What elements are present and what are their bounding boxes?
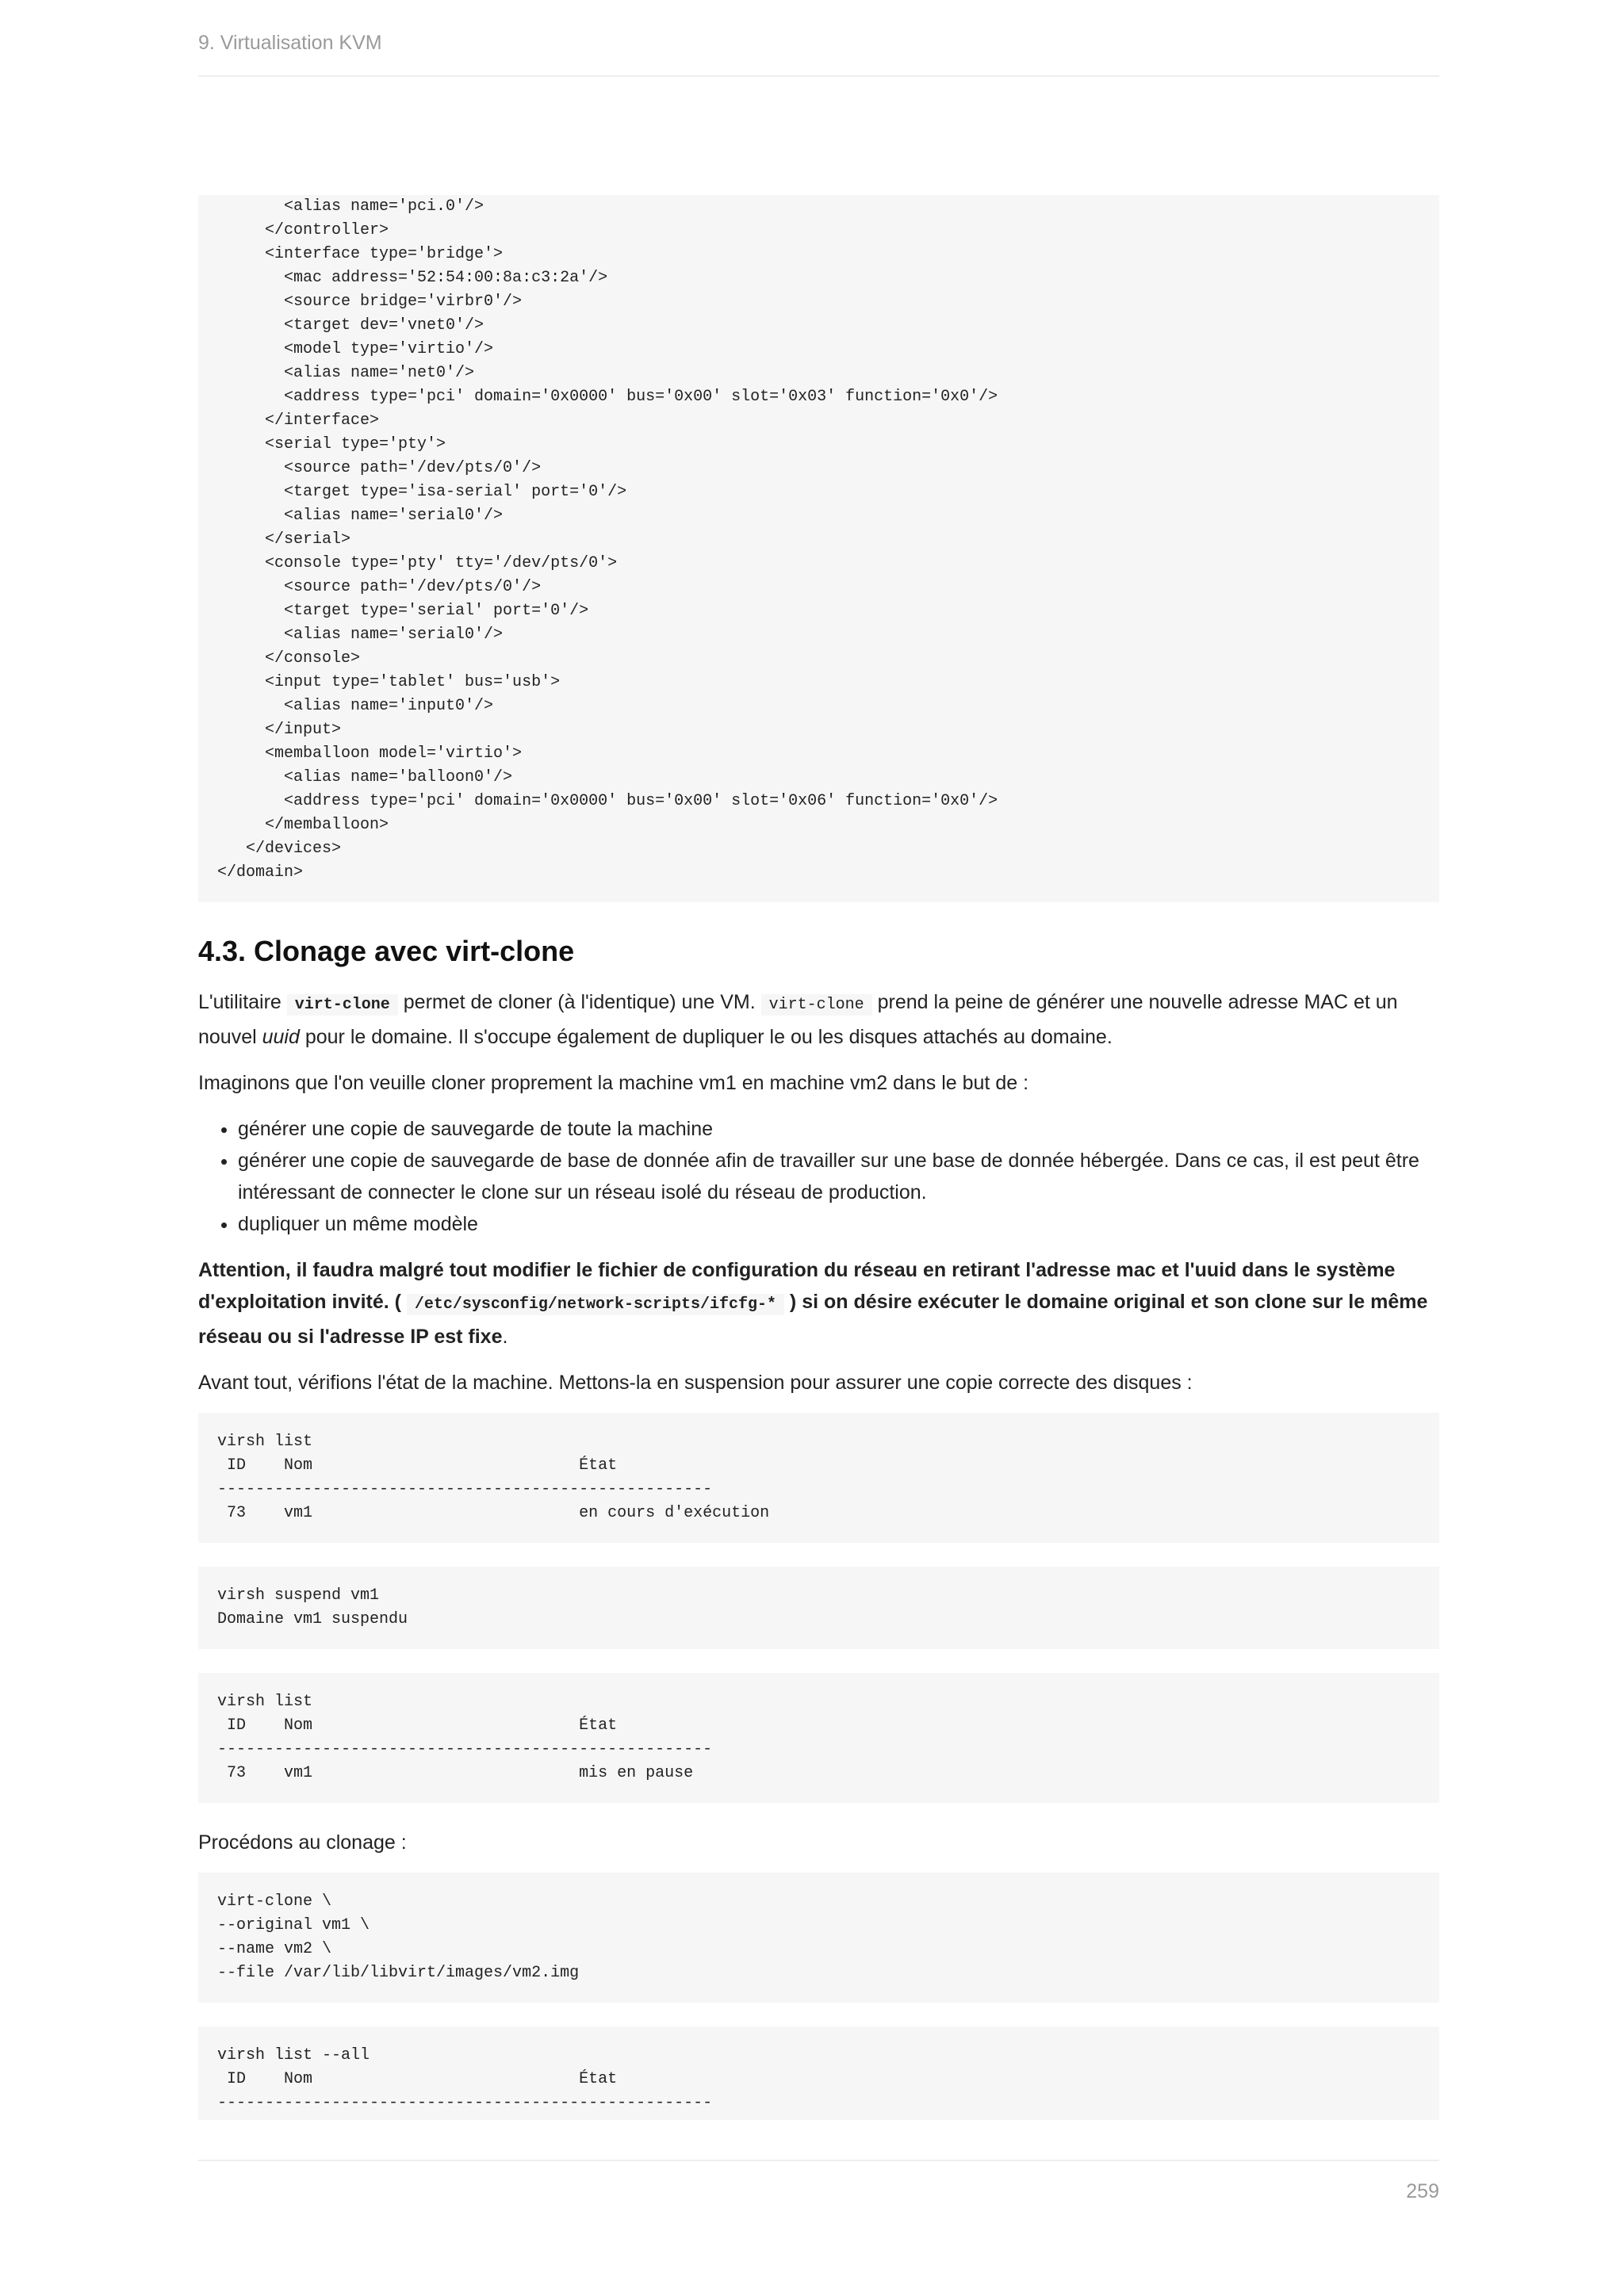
- bullet-list: [198, 1113, 1439, 1240]
- emphasis: uuid: [262, 1026, 300, 1048]
- paragraph-intro: [198, 986, 1439, 1053]
- code-block-virsh-suspend: virsh suspend vm1 Domaine vm1 suspendu: [198, 1567, 1439, 1649]
- paragraph-check: Avant tout, vérifions l'état de la machine. Mettons-la en suspension pour assurer une copie correcte des disques :: [198, 1372, 1193, 1394]
- running-header: 9. Virtualisation KVM: [198, 32, 1439, 77]
- inline-code: virt-clone: [761, 994, 872, 1016]
- list-item: • dupliquer un même modèle: [238, 1208, 1439, 1240]
- warning-text: Attention, il faudra malgré tout modifier le fichier de configuration du réseau en retirant l'adresse mac et l'uuid dans le système d'exploitation invité. (: [198, 1259, 1396, 1313]
- inline-code: /etc/sysconfig/network-scripts/ifcfg-*: [407, 1294, 784, 1315]
- paragraph-purpose: Imaginons que l'on veuille cloner proprement la machine vm1 en machine vm2 dans le but de :: [198, 1072, 1029, 1094]
- spacer: [198, 1543, 1439, 1567]
- spacer: [198, 1649, 1439, 1673]
- xml-code-block: <alias name='pci.0'/> </controller> <interface type='bridge'> <mac address='52:54:00:8a:c3:2a'/> <source bridge='virbr0'/> <target dev='vnet0'/> <model type='virtio'/> <alias name='net0'/> <address type='pci' domain='0x0000' bus='0x00' slot='0x03' function='0x0'/> </interface> <serial type='pty'> <source path='/dev/pts/0'/> <target type='isa-serial' port='0'/> <alias name='serial0'/> </serial> <console type='pty' tty='/dev/pts/0'> <source path='/dev/pts/0'/> <target type='serial' port='0'/> <alias name='serial0'/> </console> <input type='tablet' bus='usb'> <alias name='input0'/> </input> <memballoon model='virtio'> <alias name='balloon0'/> <address type='pci' domain='0x0000' bus='0x00' slot='0x06' function='0x0'/> </memballoon> </devices> </domain>: [198, 195, 1439, 902]
- page-number: 259: [1406, 2180, 1439, 2202]
- footer-rule: [198, 2160, 1439, 2161]
- page-content: [198, 195, 1439, 2120]
- text-span: permet de cloner (à l'identique) une VM.: [397, 991, 761, 1013]
- text-span: .: [502, 1326, 508, 1348]
- warning-paragraph: [198, 1254, 1439, 1353]
- text-span: L'utilitaire: [198, 991, 287, 1013]
- warning-text: ) si on désire exécuter le domaine original et son clone sur le même réseau ou si l'adresse IP est fixe: [198, 1291, 1428, 1348]
- section-title: 4.3. Clonage avec virt-clone: [198, 935, 575, 967]
- text-span: prend la peine de générer une nouvelle adresse MAC et un nouvel: [198, 991, 1398, 1048]
- list-item: • générer une copie de sauvegarde de base de donnée afin de travailler sur une base de donnée hébergée. Dans ce cas, il est peut être intéressant de connecter le clone sur un réseau isolé du réseau de production.: [238, 1145, 1439, 1208]
- paragraph-clone: Procédons au clonage :: [198, 1831, 407, 1854]
- code-block-virt-clone: virt-clone \ --original vm1 \ --name vm2 \ --file /var/lib/libvirt/images/vm2.img: [198, 1873, 1439, 2003]
- spacer: [198, 2003, 1439, 2026]
- text-span: pour le domaine. Il s'occupe également de dupliquer le ou les disques attachés au domaine.: [299, 1026, 1113, 1048]
- code-block-virsh-list: virsh list ID Nom État ---------------------------------------------------- 73 vm1 en cours d'exécution: [198, 1413, 1439, 1543]
- code-block-virsh-list-all: virsh list --all ID Nom État ----------------------------------------------------: [198, 2026, 1439, 2120]
- list-item: • générer une copie de sauvegarde de toute la machine: [238, 1113, 1439, 1145]
- code-block-virsh-list-paused: virsh list ID Nom État ---------------------------------------------------- 73 vm1 mis en pause: [198, 1673, 1439, 1803]
- inline-code: virt-clone: [287, 994, 398, 1016]
